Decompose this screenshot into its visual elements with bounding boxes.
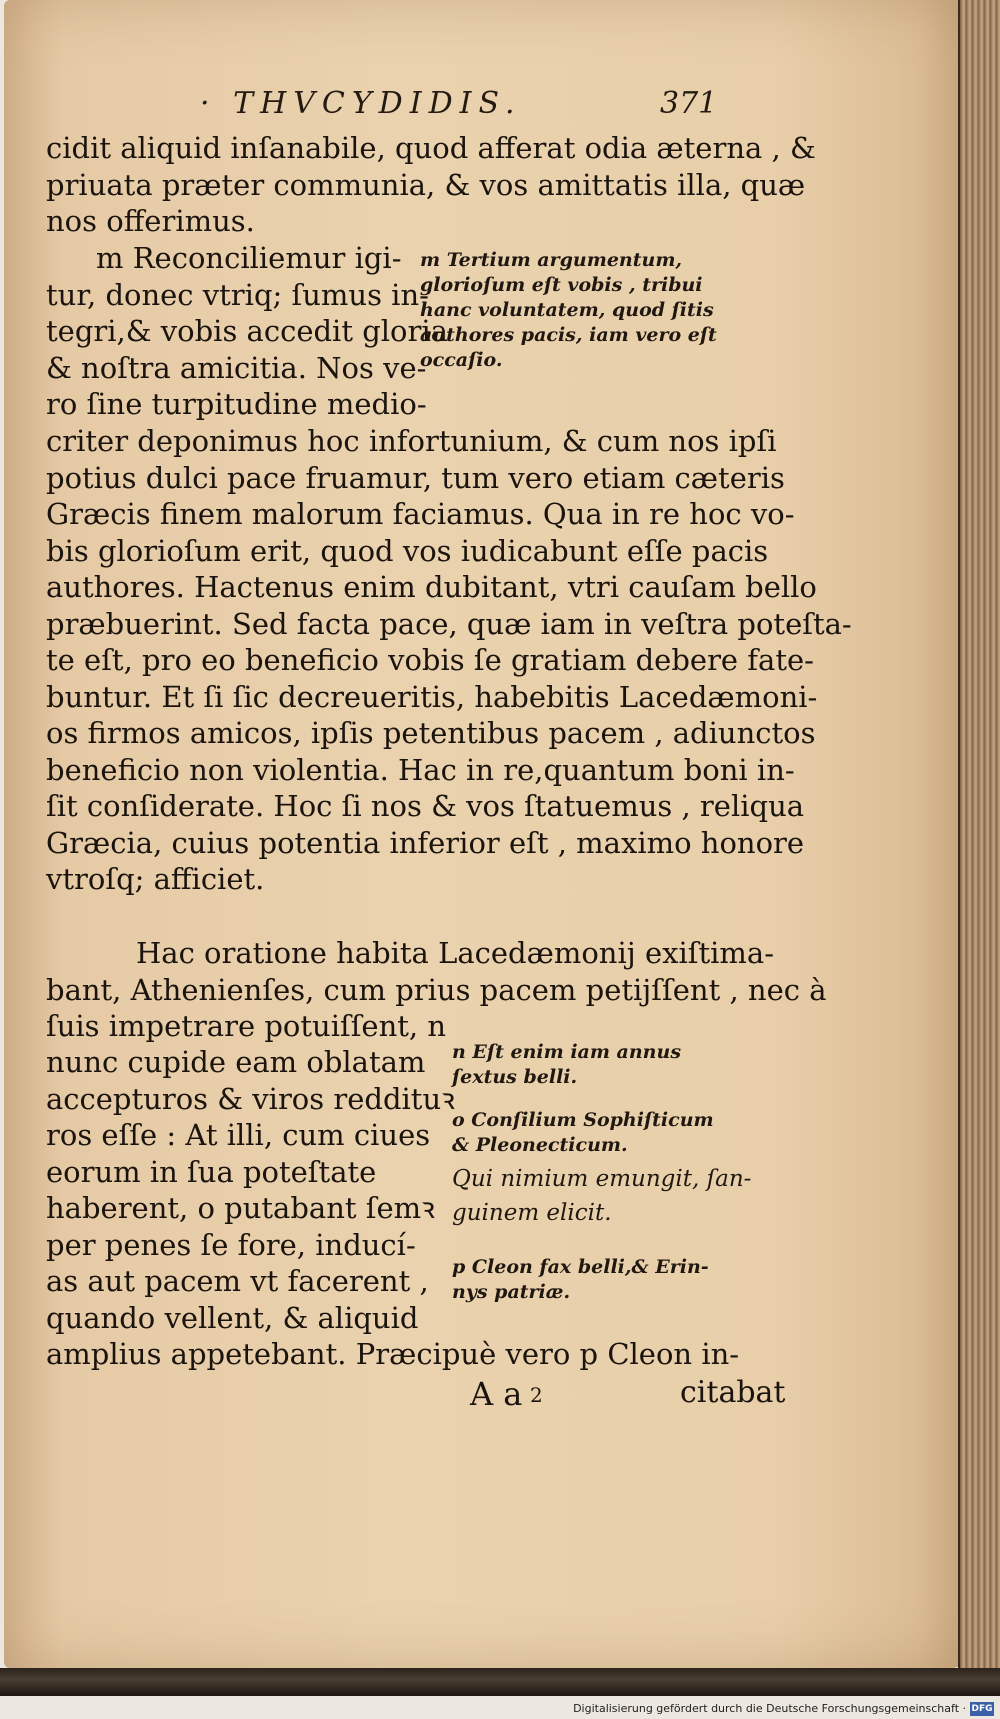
text-line: Hac oratione habita Lacedæmonij exiſtima-	[136, 936, 774, 970]
margin-note-p	[452, 1255, 709, 1305]
text-line: tur, donec vtriq; ſumus in-	[46, 277, 429, 312]
text-line: & noſtra amicitia. Nos ve-	[46, 350, 427, 385]
running-head: · THVCYDIDIS.	[200, 86, 522, 121]
note-line: o Conſilium Sophiſticum	[452, 1109, 714, 1131]
text-line: as aut pacem vt facerent ,	[46, 1264, 429, 1298]
text-line: vtroſq; afficiet.	[46, 862, 265, 896]
scan-bottom-band	[0, 1668, 1000, 1696]
margin-note-n	[452, 1040, 681, 1090]
page-number: 371	[660, 86, 718, 121]
text-line: tegri,& vobis accedit gloria	[46, 314, 448, 348]
text-line: eorum in ſua poteſtate	[46, 1154, 377, 1189]
text-line: amplius appetebant. Præcipuè vero p Cleon in-	[46, 1337, 740, 1371]
catchword: citabat	[680, 1375, 786, 1410]
text-line: nunc cupide eam oblatam	[46, 1045, 426, 1079]
text-line: criter deponimus hoc infortunium, & cum nos ipſi	[46, 424, 777, 458]
text-line: bis glorioſum erit, quod vos iudicabunt eſſe pacis	[46, 533, 769, 568]
text-line: te eſt, pro eo beneficio vobis ſe gratiam debere fate-	[46, 643, 814, 677]
note-line: authores pacis, iam vero eſt	[420, 324, 717, 346]
paragraph-2-narrow	[46, 240, 448, 423]
text-line: ſuis impetrare potuiſſent, n	[46, 1009, 447, 1043]
note-line: p Cleon fax belli,& Erin-	[452, 1256, 709, 1278]
note-line: m Tertium argumentum,	[420, 249, 683, 271]
note-line: Qui nimium emungit, ſan-	[452, 1166, 752, 1192]
text-line: præbuerint. Sed facta pace, quæ iam in veſtra poteſta-	[46, 606, 852, 641]
note-line: glorioſum eſt vobis , tribui	[420, 274, 703, 296]
digitization-credit: Digitalisierung gefördert durch die Deutsche Forschungsgemeinschaft ·	[573, 1702, 966, 1715]
note-line: ſextus belli.	[452, 1066, 578, 1088]
text-line: m Reconciliemur igi-	[96, 241, 402, 275]
text-line: Græcis finem malorum faciamus. Qua in re hoc vo-	[46, 497, 795, 531]
text-line: haberent, o putabant ſemꝛ	[46, 1191, 435, 1225]
note-line: guinem elicit.	[452, 1200, 612, 1226]
text-line: ro ſine turpitudine medio-	[46, 387, 427, 421]
text-line: beneficio non violentia. Hac in re,quantum boni in-	[46, 752, 795, 787]
text-line: potius dulci pace fruamur, tum vero etiam cæteris	[46, 460, 785, 495]
paragraph-2-full	[46, 423, 852, 898]
text-line: os firmos amicos, ipſis petentibus pacem , adiunctos	[46, 716, 816, 750]
page-fore-edge	[958, 0, 1000, 1668]
note-line: & Pleonecticum.	[452, 1134, 628, 1156]
text-line: bant, Athenienſes, cum prius pacem petijſſent , nec à	[46, 972, 827, 1007]
note-line: hanc voluntatem, quod ſitis	[420, 299, 714, 321]
paragraph-1	[46, 130, 816, 240]
text-line: priuata præter communia, & vos amittatis illa, quæ	[46, 167, 806, 202]
margin-note-m	[420, 248, 717, 373]
text-line: accepturos & viros reddituꝛ	[46, 1081, 455, 1116]
text-line: cidit aliquid inſanabile, quod afferat odia æterna , &	[46, 131, 816, 165]
text-line: buntur. Et ſi ſic decreueritis, habebitis Lacedæmoni-	[46, 679, 818, 714]
text-line: ſit conſiderate. Hoc ſi nos & vos ſtatuemus , reliqua	[46, 789, 805, 823]
signature-mark: A a	[470, 1375, 523, 1413]
dfg-logo: DFG	[971, 1704, 993, 1714]
paragraph-3-full	[46, 935, 827, 1045]
note-line: nys patriæ.	[452, 1281, 571, 1303]
margin-note-o	[452, 1108, 751, 1230]
text-line: authores. Hactenus enim dubitant, vtri cauſam bello	[46, 570, 817, 604]
text-line: per penes ſe fore, inducí-	[46, 1227, 416, 1262]
note-line: occaſio.	[420, 349, 503, 371]
text-line: nos offerimus.	[46, 204, 255, 238]
text-line: Græcia, cuius potentia inferior eſt , maximo honore	[46, 825, 805, 860]
text-line: quando vellent, & aliquid	[46, 1300, 419, 1335]
note-line: n Eſt enim iam annus	[452, 1041, 682, 1063]
text-line: ros eſſe : At illi, cum ciues	[46, 1118, 431, 1152]
signature-number: 2	[530, 1383, 543, 1407]
